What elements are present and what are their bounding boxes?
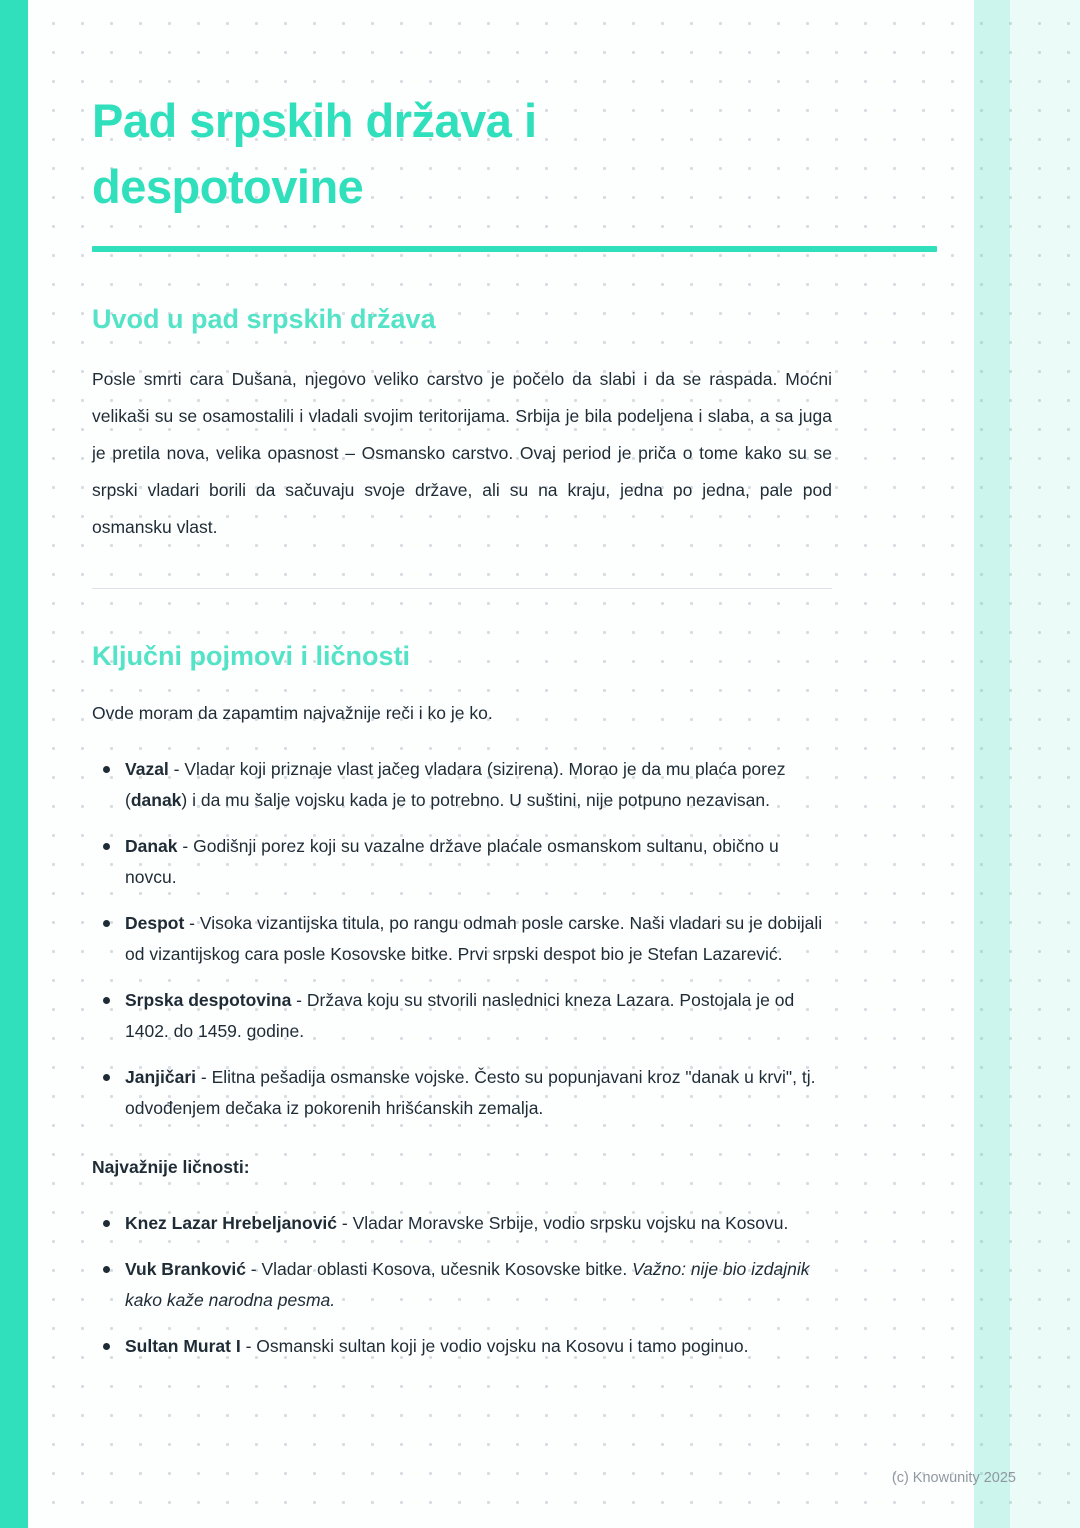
note-content — [92, 0, 937, 1377]
term-text: ) i da mu šalje vojsku kada je to potrebno. U suštini, nije potpuno nezavisan. — [181, 789, 770, 810]
person-name: Vuk Branković — [125, 1258, 246, 1279]
list-item-lazar — [92, 1208, 824, 1239]
term-text: Godišnji porez koji su vazalne države plaćale osmanskom sultanu, obično u novcu. — [125, 835, 779, 887]
term-name: Janjičari — [125, 1066, 197, 1087]
list-item-brankovic — [92, 1254, 824, 1316]
right-accent-band-outer — [1010, 0, 1080, 1528]
section-heading-pojmovi: Ključni pojmovi i ličnosti — [92, 640, 411, 671]
person-separator: - — [240, 1335, 257, 1356]
person-text: Vladar oblasti Kosova, učesnik Kosovske bitke. — [261, 1258, 633, 1279]
term-name: Srpska despotovina — [125, 989, 292, 1010]
person-text: Osmanski sultan koji je vodio vojsku na Kosovu i tamo poginuo. — [256, 1335, 749, 1356]
page-title: Pad srpskih država i despotovine — [92, 94, 537, 213]
person-name: Sultan Murat I — [125, 1335, 241, 1356]
term-name: Despot — [125, 912, 185, 933]
list-item-despotovina — [92, 985, 824, 1047]
term-separator: - — [177, 835, 194, 856]
section-divider — [92, 588, 832, 589]
right-accent-band-inner — [974, 0, 1010, 1528]
person-note-italic: Važno: nije bio izdajnik kako kaže narodna pesma. — [125, 1258, 810, 1310]
terms-intro: Ovde moram da zapamtim najvažnije reči i ko je ko. — [92, 702, 493, 723]
terms-list — [92, 754, 824, 1124]
list-item-despot — [92, 908, 824, 970]
person-separator: - — [245, 1258, 262, 1279]
term-text: Država koju su stvorili naslednici kneza Lazara. Postojala je od 1402. do 1459. godine. — [125, 989, 795, 1041]
term-separator: - — [168, 758, 185, 779]
left-accent-bar — [0, 0, 28, 1528]
term-separator: - — [184, 912, 200, 933]
term-separator: - — [291, 989, 307, 1010]
term-text: Elitna pešadija osmanske vojske. Često su popunjavani kroz "danak u krvi", tj. odvođenjem dečaka iz pokorenih hrišćanskih zemalja. — [125, 1066, 816, 1118]
term-separator: - — [196, 1066, 212, 1087]
person-name: Knez Lazar Hrebeljanović — [125, 1212, 338, 1233]
term-name: Vazal — [125, 758, 169, 779]
section-heading-uvod: Uvod u pad srpskih država — [92, 303, 436, 334]
person-text: Vladar Moravske Srbije, vodio srpsku vojsku na Kosovu. — [352, 1212, 789, 1233]
intro-paragraph: Posle smrti cara Dušana, njegovo veliko carstvo je počelo da slabi i da se raspada. Moćni velikaši su se osamostalili i vladali svojim teritorijama. Srbija je bila podeljena i slaba, a sa juga je pretila nova, velika opasnost – Osmansko carstvo. Ovaj period je priča o tome kako su se srpski vladari borili da sačuvaju svoje države, ali su na kraju, jedna po jedna, pale pod osmansku vlast. — [92, 368, 832, 537]
copyright: (c) Knowunity 2025 — [891, 1470, 1016, 1486]
list-item-murat — [92, 1331, 824, 1362]
title-underline — [92, 246, 937, 252]
term-inline-bold: danak — [130, 789, 182, 810]
term-text: Vladar koji priznaje vlast jačeg vladara (sizirena). Morao je da mu plaća porez ( — [125, 758, 786, 810]
term-name: Danak — [125, 835, 178, 856]
person-separator: - — [337, 1212, 353, 1233]
list-item-janjicari — [92, 1062, 824, 1124]
list-item-danak — [92, 831, 824, 893]
personalities-heading: Najvažnije ličnosti: — [92, 1156, 250, 1177]
list-item-vazal — [92, 754, 824, 816]
people-list — [92, 1208, 824, 1362]
term-text: Visoka vizantijska titula, po rangu odmah posle carske. Naši vladari su je dobijali od vizantijskog cara posle Kosovske bitke. Prvi srpski despot bio je Stefan Lazarević. — [125, 912, 823, 964]
